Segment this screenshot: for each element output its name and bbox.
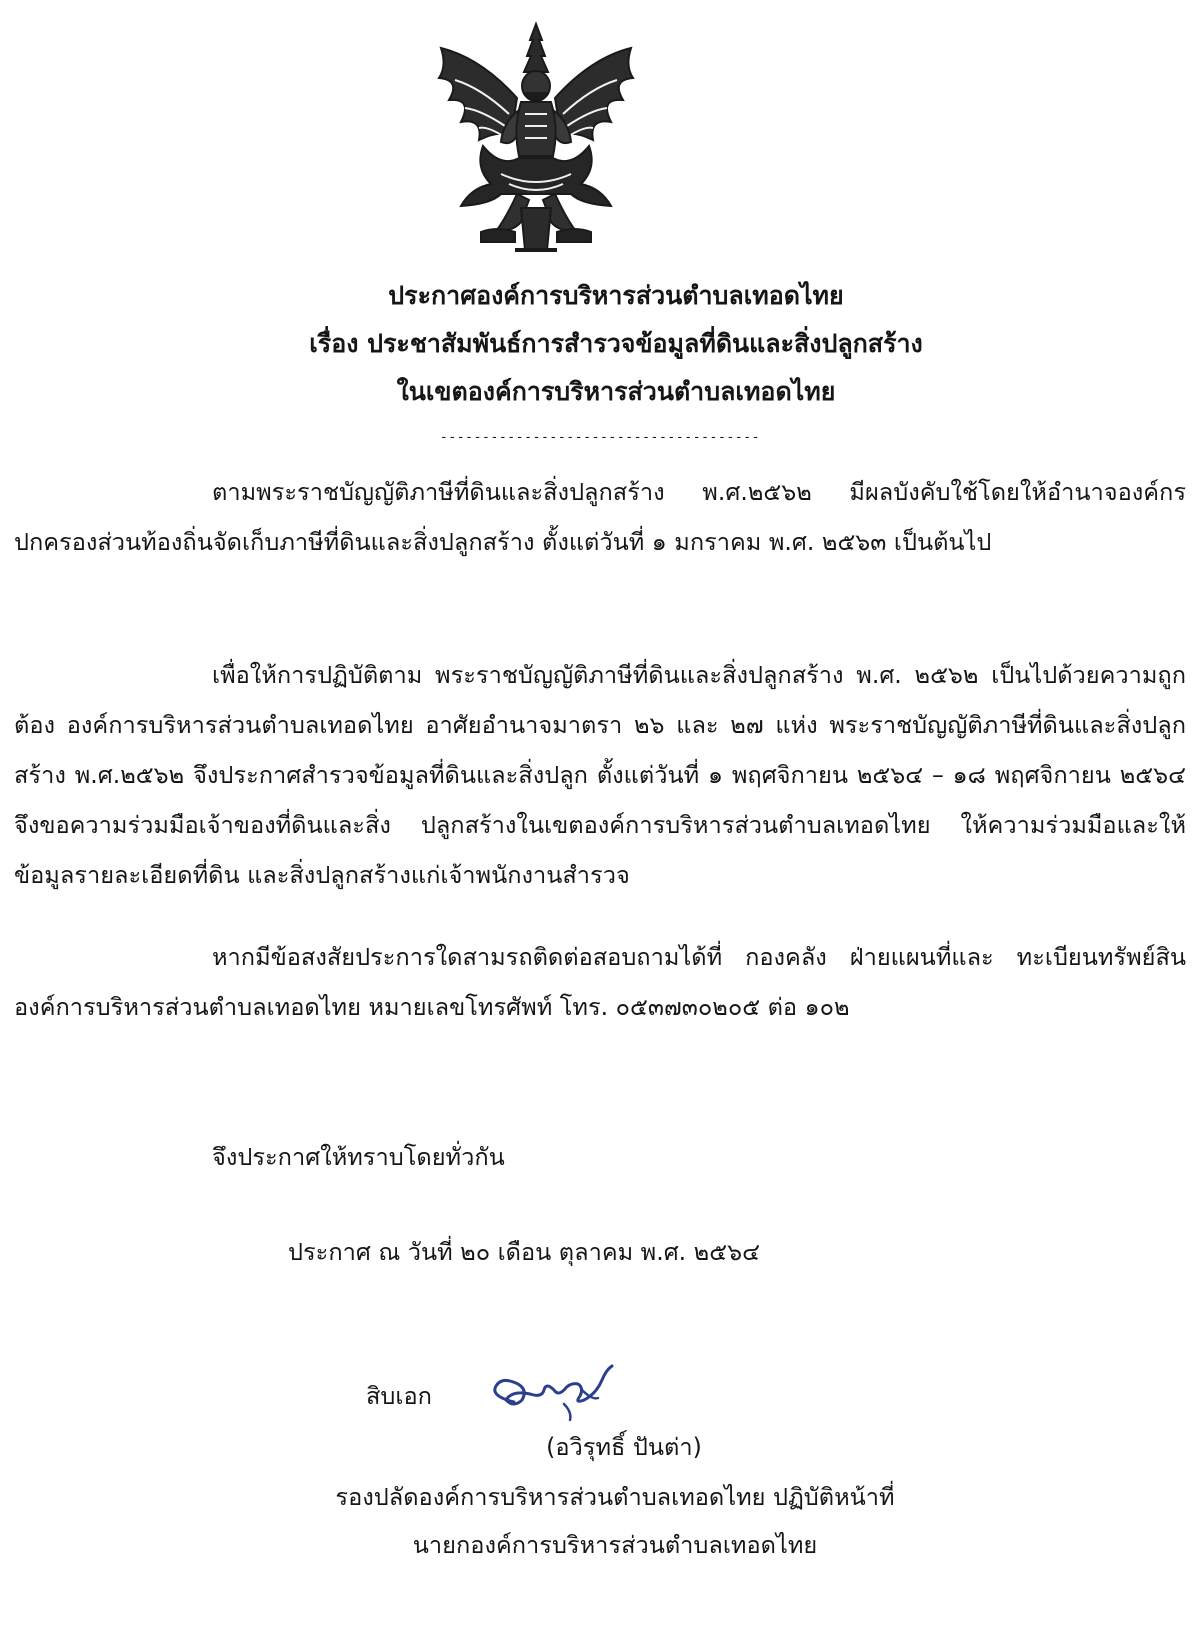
- announcement-date: ประกาศ ณ วันที่ ๒๐ เดือน ตุลาคม พ.ศ. ๒๕๖๔: [288, 1238, 760, 1266]
- signer-position: รองปลัดองค์การบริหารส่วนตำบลเทอดไทย ปฏิบัติหน้าที่: [335, 1483, 895, 1511]
- title-divider: --------------------------------------: [439, 430, 761, 445]
- body-paragraph-1: ตามพระราชบัญญัติภาษีที่ดินและสิ่งปลูกสร้าง พ.ศ.๒๕๖๒ มีผลบังคับใช้โดยให้อำนาจองค์กรปกครองส่วนท้องถิ่นจัดเก็บภาษีที่ดินและสิ่งปลูกสร้าง ตั้งแต่วันที่ ๑ มกราคม พ.ศ. ๒๕๖๓ เป็นต้นไป: [14, 478, 1186, 556]
- signer-position-continued: นายกองค์การบริหารส่วนตำบลเทอดไทย: [412, 1531, 818, 1559]
- signer-rank: สิบเอก: [366, 1382, 432, 1410]
- closing-statement: จึงประกาศให้ทราบโดยทั่วกัน: [212, 1143, 505, 1171]
- announcement-subject: เรื่อง ประชาสัมพันธ์การสำรวจข้อมูลที่ดินและสิ่งปลูกสร้าง: [309, 329, 923, 358]
- garuda-emblem-icon: [421, 18, 651, 260]
- body-paragraph-2: เพื่อให้การปฏิบัติตาม พระราชบัญญัติภาษีที่ดินและสิ่งปลูกสร้าง พ.ศ. ๒๕๖๒ เป็นไปด้วยความถูกต้อง องค์การบริหารส่วนตำบลเทอดไทย อาศัยอำนาจมาตรา ๒๖ และ ๒๗ แห่ง พระราชบัญญัติภาษีที่ดินและสิ่งปลูกสร้าง พ.ศ.๒๕๖๒ จึงประกาศสำรวจข้อมูลที่ดินและสิ่งปลูก ตั้งแต่วันที่ ๑ พฤศจิกายน ๒๕๖๔ – ๑๘ พฤศจิกายน ๒๕๖๔ จึงขอความร่วมมือเจ้าของที่ดินและสิ่ง ปลูกสร้างในเขตองค์การบริหารส่วนตำบลเทอดไทย ให้ความร่วมมือและให้ข้อมูลรายละเอียดที่ดิน และสิ่งปลูกสร้างแก่เจ้าพนักงานสำรวจ: [14, 661, 1186, 889]
- handwritten-signature: [484, 1360, 618, 1422]
- signer-name: (อวิรุทธิ์ ปันต่า): [546, 1433, 702, 1461]
- body-paragraph-3: หากมีข้อสงสัยประการใดสามรถติดต่อสอบถามได้ที่ กองคลัง ฝ่ายแผนที่และ ทะเบียนทรัพย์สิน องค์การบริหารส่วนตำบลเทอดไทย หมายเลขโทรศัพท์ โทร. ๐๕๓๗๓๐๒๐๕ ต่อ ๑๐๒: [14, 943, 1186, 1021]
- announcement-subject-continued: ในเขตองค์การบริหารส่วนตำบลเทอดไทย: [396, 377, 836, 406]
- announcement-title: ประกาศองค์การบริหารส่วนตำบลเทอดไทย: [388, 281, 844, 310]
